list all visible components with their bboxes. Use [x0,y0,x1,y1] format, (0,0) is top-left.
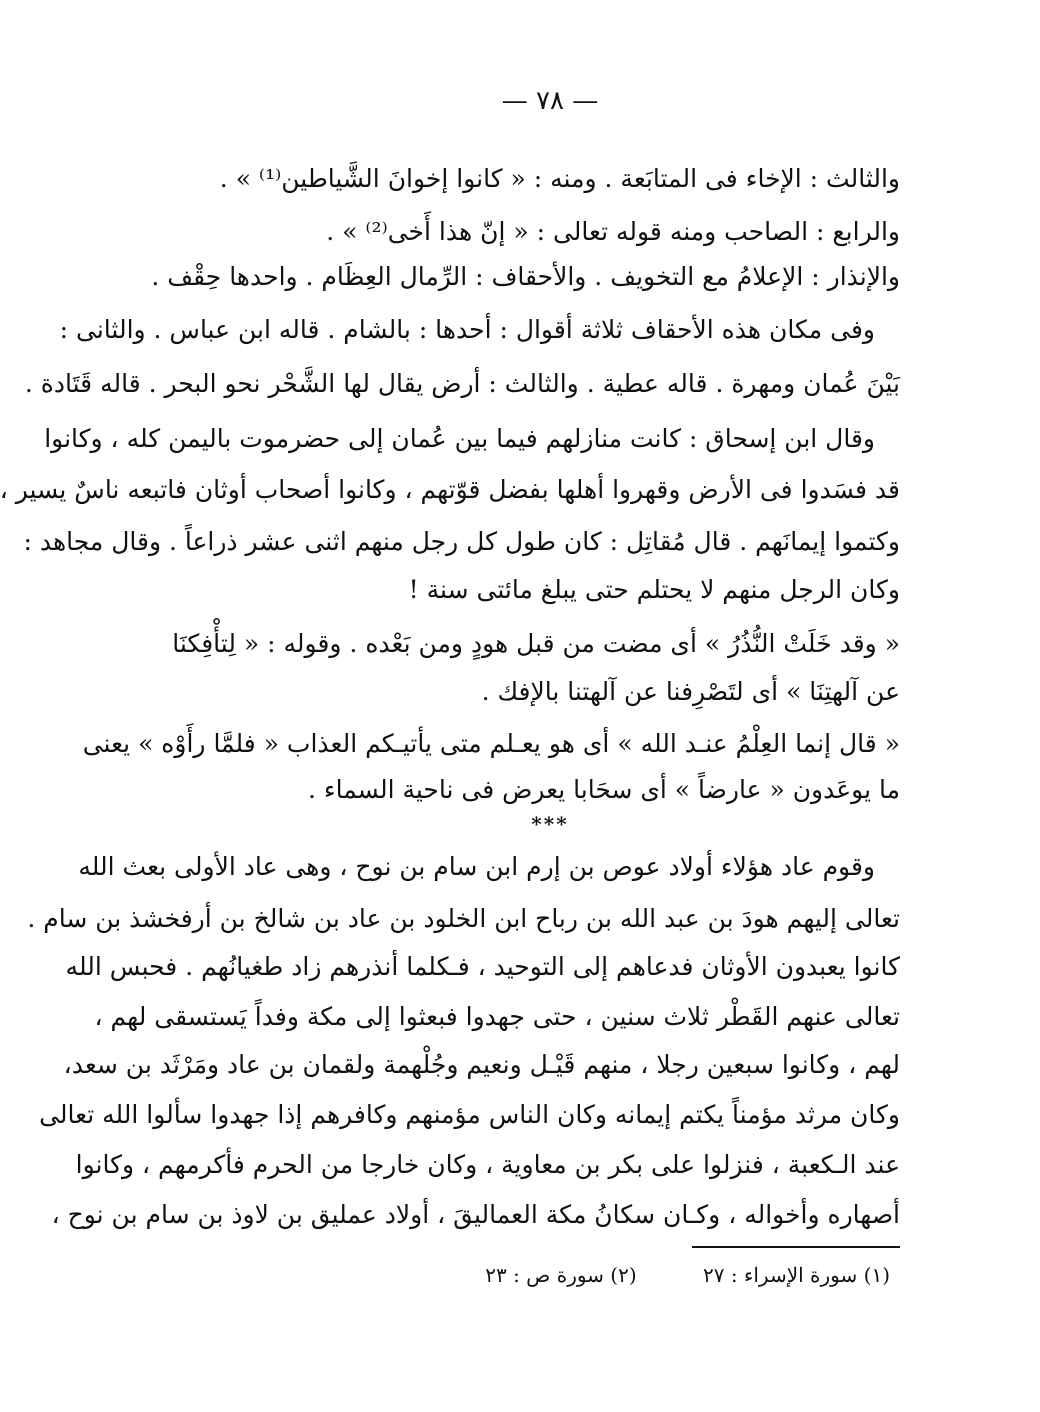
footnote: (١) سورة الإسراء : ٢٧ [703,1263,890,1287]
footnote: (٢) سورة ص : ٢٣ [485,1263,637,1287]
footnote-divider [692,1246,900,1248]
text-line: وفى مكان هذه الأحقاف ثلاثة أقوال : أحدها : بالشام . قاله ابن عباس . والثانى : [59,315,875,344]
text-line: « وقد خَلَتْ النُّذُرُ » أى مضت من قبل هودٍ ومن بَعْده . وقوله : « لِتأْفِكنَا [172,629,900,658]
text-line: وكتموا إيمانَهم . قال مُقاتِل : كان طول كل رجل منهم اثنى عشر ذراعاً . وقال مجاهد : [23,527,900,556]
footnotes [485,1258,890,1292]
text-line: والثالث : الإخاء فى المتابَعة . ومنه : « كانوا إخوانَ الشَّياطين⁽¹⁾ » . [219,164,900,193]
text-line: قد فسَدوا فى الأرض وقهروا أهلها بفضل قوّتهم ، وكانوا أصحاب أوثان فاتبعه ناسٌ يسير ، [0,475,900,504]
text-line: لهم ، وكانوا سبعين رجلا ، منهم قَيْـل ونعيم وجُلْهمة ولقمان بن عاد ومَرْثَد بن سعد، [63,1050,900,1079]
text-line: « قال إنما العِلْمُ عنـد الله » أى هو يعـلم متى يأتيـكم العذاب « فلمَّا رأَوْه » يعنى [82,729,900,758]
text-line: عند الـكعبة ، فنزلوا على بكر بن معاوية ، وكان خارجا من الحرم فأكرمهم ، وكانوا [75,1150,900,1179]
text-line: أصهاره وأخواله ، وكـان سكانُ مكة العماليقَ ، أولاد عمليق بن لاوذ بن سام بن نوح ، [51,1200,900,1229]
text-line: كانوا يعبدون الأوثان فدعاهم إلى التوحيد ، فـكلما أنذرهم زاد طغيانُهم . فحبس الله [65,952,900,981]
text-line: وقال ابن إسحاق : كانت منازلهم فيما بين عُمان إلى حضرموت باليمن كله ، وكانوا [44,424,875,453]
section-separator: *** [531,812,569,836]
text-line: بَيْنَ عُمان ومهرة . قاله عطية . والثالث : أرض يقال لها الشَّحْر نحو البحر . قاله قَتَادة . [24,369,900,398]
text-line: ما يوعَدون « عارضاً » أى سحَابا يعرض فى ناحية السماء . [307,775,900,804]
text-line: وقوم عاد هؤلاء أولاد عوص بن إرم ابن سام بن نوح ، وهى عاد الأولى بعث الله [78,852,875,881]
page-number: — ٧٨ — [501,86,599,116]
text-line: تعالى إليهم هودَ بن عبد الله بن رباح ابن الخلود بن عاد بن شالخ بن أرفخشذ بن سام . [27,904,900,933]
text-line: تعالى عنهم القَطْر ثلاث سنين ، حتى جهدوا فبعثوا إلى مكة وفداً يَستسقى لهم ، [94,1002,900,1031]
text-line: وكان مرثد مؤمناً يكتم إيمانه وكان الناس مؤمنهم وكافرهم إذا جهدوا سألوا الله تعالى [39,1100,900,1129]
text-line: عن آلهتِنَا » أى لتَصْرِفنا عن آلهتنا بالإفك . [481,677,900,706]
text-line: والإنذار : الإعلامُ مع التخويف . والأحقاف : الرِّمال العِظَام . واحدها حِقْف . [151,262,900,291]
text-line: والرابع : الصاحب ومنه قوله تعالى : « إنّ هذا أَخى⁽²⁾ » . [326,217,900,246]
text-line: وكان الرجل منهم لا يحتلم حتى يبلغ مائتى سنة ! [408,575,900,604]
